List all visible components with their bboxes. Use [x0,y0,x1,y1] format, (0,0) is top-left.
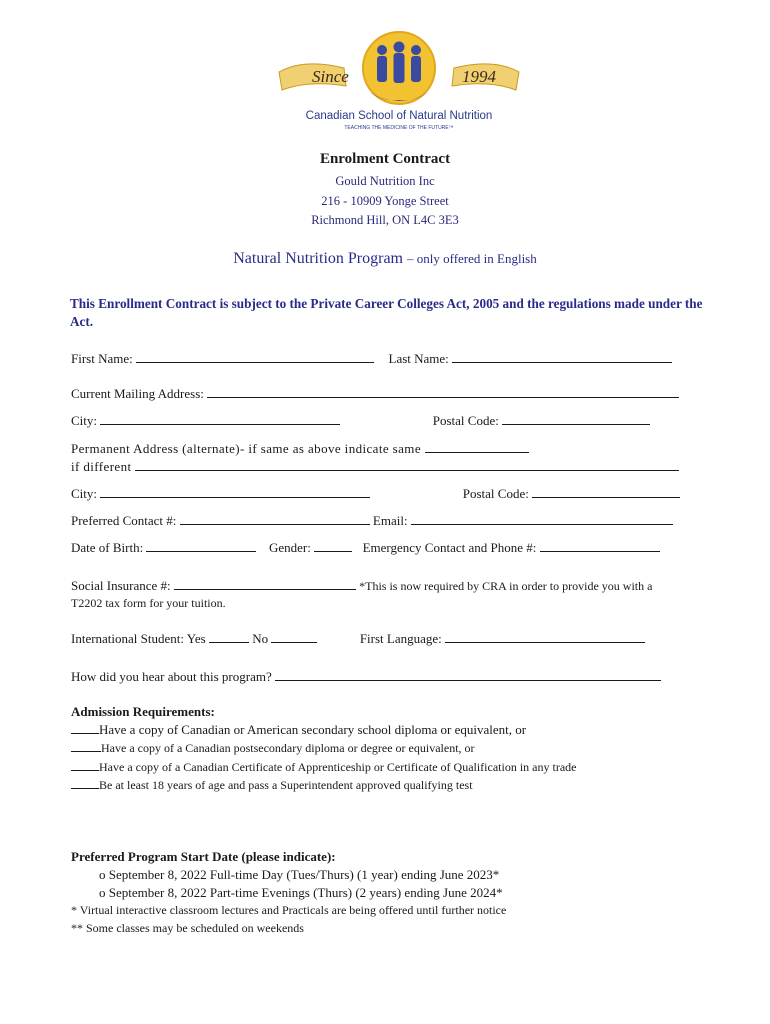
logo-school-name: Canadian School of Natural Nutrition [305,110,493,122]
name-row [71,351,672,367]
legal-notice: This Enrollment Contract is subject to the Private Career Colleges Act, 2005 and the regulations made under the Act. [70,296,703,329]
email-field[interactable] [411,513,673,525]
city-row [71,413,650,429]
if-different-field[interactable] [135,459,679,471]
hear-field[interactable] [275,669,661,681]
international-row [71,631,645,647]
preferred-contact-label: Preferred Contact #: [71,513,177,528]
company-street: 216 - 10909 Yonge Street [321,194,449,208]
last-name-field[interactable] [452,351,672,363]
admission-item-4: Be at least 18 years of age and pass a Superintendent approved qualifying test [99,778,473,792]
permanent-address-same-field[interactable] [425,441,529,453]
logo-year: 1994 [462,67,496,86]
if-different-row [71,459,679,475]
city-row-2 [71,486,680,502]
sin-note-2: T2202 tax form for your tuition. [71,596,226,610]
admission-item [71,740,475,756]
postal-code2-label: Postal Code: [462,486,529,501]
international-no-field[interactable] [271,631,317,643]
sin-field[interactable] [174,578,356,590]
sin-row [71,578,652,594]
start-date-heading: Preferred Program Start Date (please indicate): [71,849,336,864]
logo-since: Since [312,67,349,86]
sin-label: Social Insurance #: [71,578,171,593]
document-title: Enrolment Contract [319,151,451,167]
dob-label: Date of Birth: [71,540,144,555]
city2-field[interactable] [100,486,370,498]
postal-code-field[interactable] [502,413,650,425]
company-name: Gould Nutrition Inc [335,174,435,188]
first-name-label: First Name: [71,351,133,366]
admission-item-1: Have a copy of Canadian or American secondary school diploma or equivalent, or [99,722,527,737]
international-no-label: No [252,631,269,646]
if-different-label: if different [71,459,132,474]
gender-field[interactable] [314,540,352,552]
program-note: – only offered in English [407,251,537,266]
virtual-note: * Virtual interactive classroom lectures and Practicals are being offered until further notice [71,903,507,917]
admission-heading: Admission Requirements: [71,704,215,719]
start-option-fulltime[interactable]: o September 8, 2022 Full-time Day (Tues/Thurs) (1 year) ending June 2023* [99,867,500,882]
emergency-contact-field[interactable] [540,540,660,552]
hear-label: How did you hear about this program? [71,669,272,684]
school-logo [274,30,524,138]
admission-item [71,759,576,775]
admission-item [71,777,473,793]
city2-label: City: [71,486,98,501]
mailing-address-label: Current Mailing Address: [71,386,204,401]
email-label: Email: [372,513,408,528]
last-name-label: Last Name: [388,351,449,366]
mailing-address-field[interactable] [207,386,679,398]
start-option-parttime[interactable]: o September 8, 2022 Part-time Evenings (Thurs) (2 years) ending June 2024* [99,885,503,900]
company-city: Richmond Hill, ON L4C 3E3 [311,213,459,227]
international-yes-field[interactable] [209,631,249,643]
sin-note: *This is now required by CRA in order to provide you with a [359,579,653,593]
first-language-field[interactable] [445,631,645,643]
first-language-label: First Language: [359,631,442,646]
city-field[interactable] [100,413,340,425]
logo-tagline: TEACHING THE MEDICINE OF THE FUTURE™ [344,125,454,131]
admission-check-4[interactable] [71,777,99,789]
international-student-label: International Student: Yes [71,631,206,646]
dob-field[interactable] [146,540,256,552]
mailing-row [71,386,679,402]
preferred-contact-field[interactable] [180,513,370,525]
program-name: Natural Nutrition Program [233,250,403,267]
city-label: City: [71,413,98,428]
first-name-field[interactable] [136,351,374,363]
admission-check-2[interactable] [71,740,101,752]
weekend-note: ** Some classes may be scheduled on weekends [71,921,304,935]
admission-check-1[interactable] [71,722,99,734]
postal-code-label: Postal Code: [432,413,499,428]
admission-item [71,722,526,738]
admission-check-3[interactable] [71,759,99,771]
dob-row [71,540,660,556]
postal-code2-field[interactable] [532,486,680,498]
emergency-contact-label: Emergency Contact and Phone #: [362,540,537,555]
admission-item-2: Have a copy of a Canadian postsecondary diploma or degree or equivalent, or [101,741,475,755]
contact-row [71,513,673,529]
permanent-address-row [71,441,529,457]
program-title [0,250,770,268]
permanent-address-label: Permanent Address (alternate)- if same as above indicate same [71,441,421,456]
hear-row [71,669,661,685]
admission-item-3: Have a copy of a Canadian Certificate of Apprenticeship or Certificate of Qualification in any trade [99,760,577,774]
gender-label: Gender: [268,540,311,555]
